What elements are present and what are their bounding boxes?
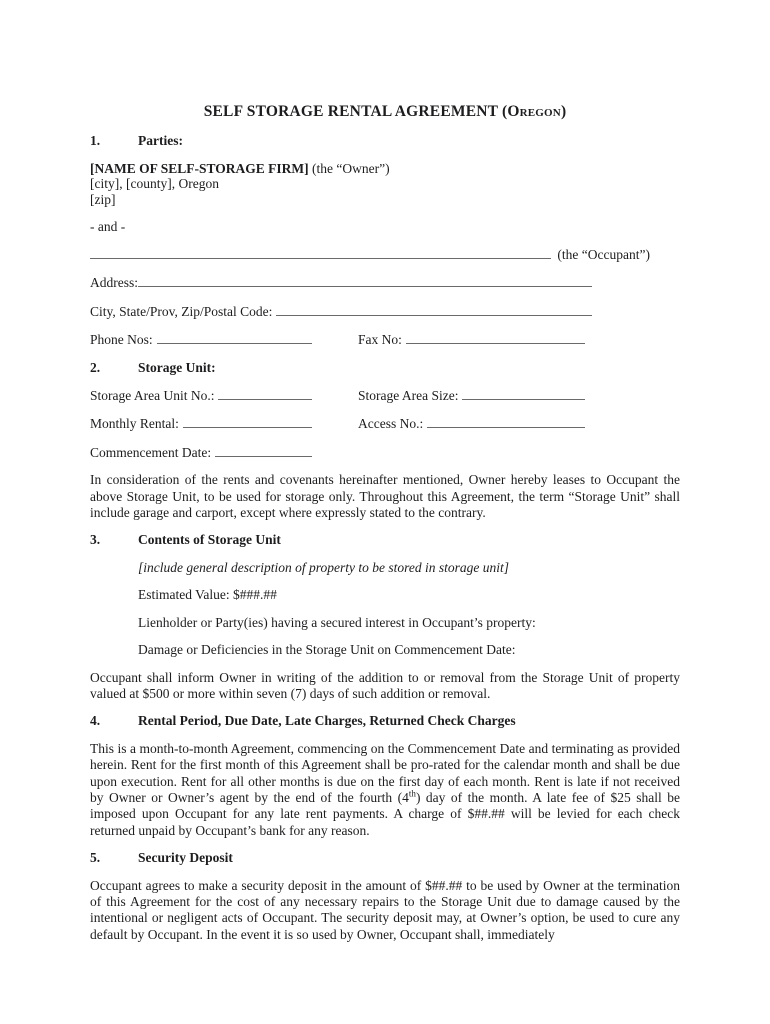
section-parties-heading [90,133,680,149]
city-state-zip-field[interactable] [276,303,592,316]
occupant-designation: (the “Occupant”) [557,247,650,262]
monthly-rental-field[interactable] [183,415,312,428]
estimated-value-line: Estimated Value: $###.## [138,587,277,603]
rental-access-row [90,415,680,432]
section-security-deposit-heading [90,850,680,866]
section-security-deposit-title: Security Deposit [138,850,233,866]
phone-field[interactable] [157,331,312,344]
unit-no-size-row [90,387,680,404]
commencement-row [90,444,680,461]
occupant-name-field[interactable] [90,246,551,259]
section-rental-period-number: 4. [90,713,101,729]
commencement-date-label: Commencement Date: [90,444,212,460]
title-suffix: ) [560,103,567,120]
owner-firm-name: [NAME OF SELF-STORAGE FIRM] [90,160,309,176]
section-rental-period-title: Rental Period, Due Date, Late Charges, Returned Check Charges [138,713,516,729]
section-contents-heading [90,532,680,548]
contents-description-placeholder: [include general description of property to be stored in storage unit] [138,559,509,575]
commencement-date-field[interactable] [215,444,312,457]
owner-firm-line [90,161,680,177]
section-security-deposit-number: 5. [90,850,101,866]
storage-unit-intro-paragraph: In consideration of the rents and covenants hereinafter mentioned, Owner hereby leases to Occupant the above Storage Unit, to be used for storage only. Throughout this Agreement, the term “Storage Unit” shall include garage and carport, except where expressly stated to the contrary. [90,472,680,521]
section-storage-unit-heading [90,360,680,376]
lienholder-line: Lienholder or Party(ies) having a secured interest in Occupant’s property: [138,614,536,630]
owner-designation: (the “Owner”) [308,160,390,176]
title-prefix: SELF STORAGE RENTAL AGREEMENT ( [203,103,508,120]
document-title [90,104,680,120]
section-contents-number: 3. [90,532,101,548]
section-storage-unit-number: 2. [90,359,101,375]
rental-period-paragraph [90,741,680,839]
owner-block [90,161,680,208]
occupant-row [90,246,650,263]
section-storage-unit-title: Storage Unit: [138,359,216,375]
security-deposit-paragraph: Occupant agrees to make a security deposit in the amount of $##.## to be used by Owner at the termination of this Agreement for the cost of any necessary repairs to the Storage Unit due to damage caused by the intentional or negligent acts of Occupant. The security deposit may, at Owner’s option, be used to cure any default by Occupant. In the event it is so used by Owner, Occupant shall, immediately [90,877,680,942]
damage-deficiencies-line: Damage or Deficiencies in the Storage Unit on Commencement Date: [138,642,516,658]
address-row [90,274,592,291]
storage-size-label: Storage Area Size: [358,388,459,404]
fax-label: Fax No: [358,332,402,348]
section-parties-title: Parties: [138,133,183,149]
section-contents-title: Contents of Storage Unit [138,532,281,548]
ordinal-superscript: th [408,788,416,799]
contents-note-paragraph: Occupant shall inform Owner in writing of the addition to or removal from the Storage Unit of property valued at $500 or more within seven (7) days of such addition or removal. [90,669,680,701]
rental-period-text-b: ) day of the month. A late fee of $25 shall be imposed upon Occupant for any late rent payments. A charge of $##.## will be levied for each check returned unpaid by Occupant’s bank for any reason. [90,789,680,838]
section-rental-period-heading [90,713,680,729]
and-separator: - and - [90,218,126,234]
address-label: Address: [90,275,138,291]
access-no-label: Access No.: [358,416,424,432]
storage-size-field[interactable] [462,387,585,400]
title-state-smallcaps: Oregon [507,103,561,120]
unit-no-field[interactable] [218,387,312,400]
section-parties-number: 1. [90,133,101,149]
city-state-zip-label: City, State/Prov, Zip/Postal Code: [90,303,273,319]
owner-zip-line: [zip] [90,192,116,207]
address-field[interactable] [138,274,592,287]
rental-period-text-a: This is a month-to-month Agreement, commencing on the Commencement Date and terminating as provided herein. Rent for the first month of this Agreement shall be pro-rated for the calendar month and shall be due upon execution. Rent for all other months is due on the first day of each month. Rent is late if not received by Owner or Owner’s agent by the end of the fourth (4 [90,740,680,805]
phone-fax-row [90,331,680,348]
unit-no-label: Storage Area Unit No.: [90,388,215,404]
access-no-field[interactable] [427,415,585,428]
phone-label: Phone Nos: [90,332,153,348]
city-state-zip-row [90,303,592,320]
monthly-rental-label: Monthly Rental: [90,416,179,432]
fax-field[interactable] [406,331,585,344]
owner-city-line: [city], [county], Oregon [90,176,219,192]
